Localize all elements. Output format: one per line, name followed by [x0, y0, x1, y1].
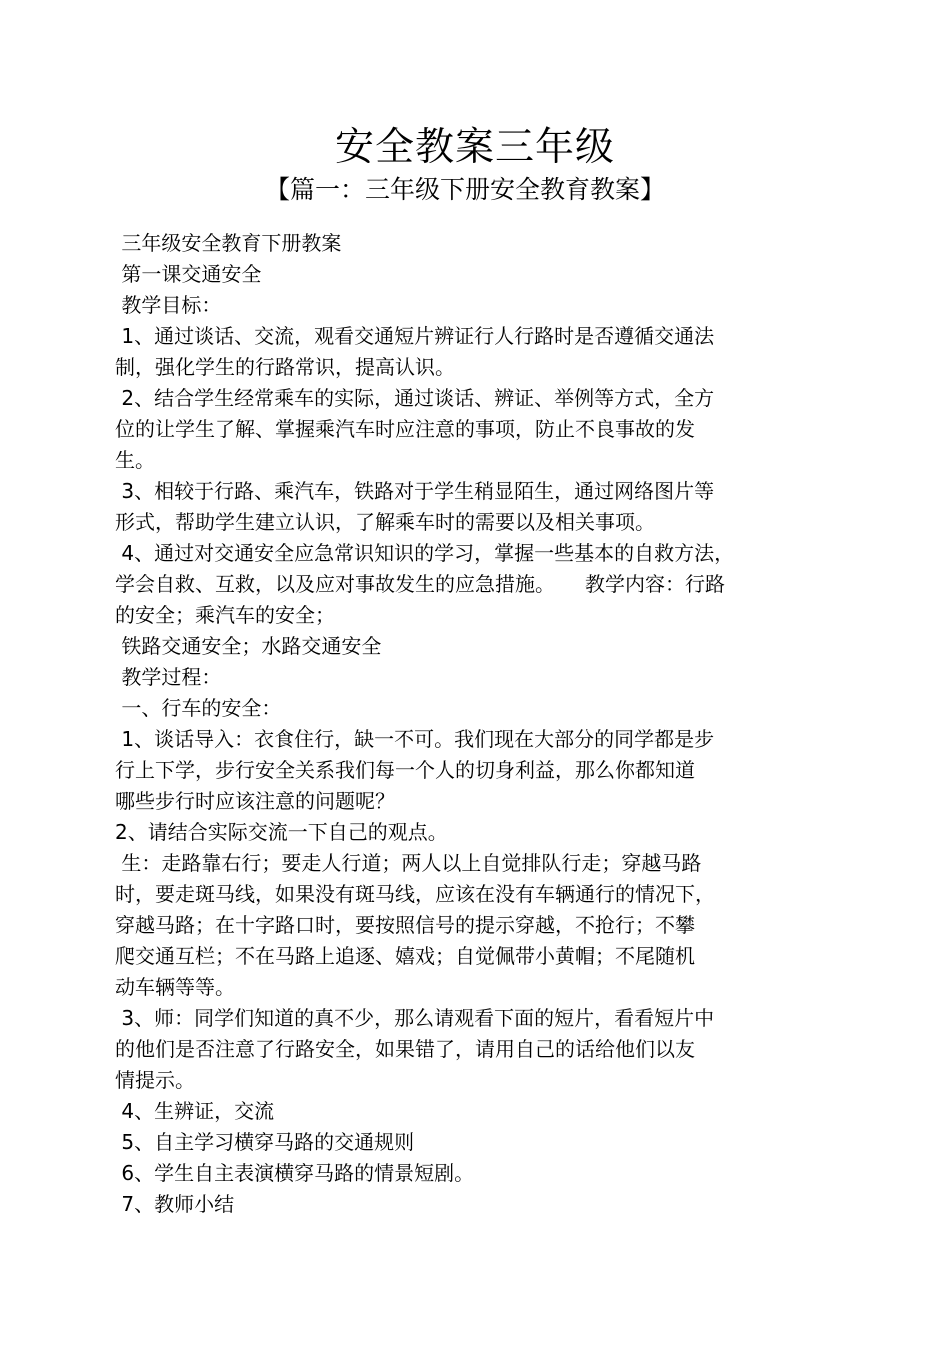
- body-line: 生：走路靠右行；要走人行道；两人以上自觉排队行走；穿越马路: [115, 851, 702, 875]
- body-line: 2、结合学生经常乘车的实际，通过谈话、辨证、举例等方式，全方: [115, 386, 715, 410]
- body-line: 第一课交通安全: [115, 262, 262, 286]
- body-line: 1、谈话导入：衣食住行，缺一不可。我们现在大部分的同学都是步: [115, 727, 715, 751]
- body-line: 位的让学生了解、掌握乘汽车时应注意的事项，防止不良事故的发: [115, 417, 695, 441]
- body-line: 情提示。: [115, 1068, 195, 1092]
- body-line: 2、请结合实际交流一下自己的观点。: [115, 820, 448, 844]
- body-line: 行上下学，步行安全关系我们每一个人的切身利益，那么你都知道: [115, 758, 695, 782]
- body-line: 一、行车的安全：: [115, 696, 282, 720]
- body-line: 哪些步行时应该注意的问题呢？: [115, 789, 395, 813]
- body-line: 4、生辨证，交流: [115, 1099, 275, 1123]
- body-line: 生。: [115, 448, 155, 472]
- body-line: 学会自救、互救，以及应对事故发生的应急措施。 教学内容：行路: [115, 572, 725, 596]
- body-line: 形式，帮助学生建立认识，了解乘车时的需要以及相关事项。: [115, 510, 655, 534]
- body-line: 3、相较于行路、乘汽车，铁路对于学生稍显陌生，通过网络图片等: [115, 479, 715, 503]
- body-line: 的安全；乘汽车的安全；: [115, 603, 335, 627]
- body-line: 7、教师小结: [115, 1192, 235, 1216]
- document-body: [115, 228, 815, 1220]
- body-line: 3、师：同学们知道的真不少，那么请观看下面的短片，看看短片中: [115, 1006, 715, 1030]
- body-line: 6、学生自主表演横穿马路的情景短剧。: [115, 1161, 475, 1185]
- body-line: 铁路交通安全；水路交通安全: [115, 634, 382, 658]
- body-line: 4、通过对交通安全应急常识知识的学习，掌握一些基本的自救方法，: [115, 541, 735, 565]
- body-line: 爬交通互栏；不在马路上追逐、嬉戏；自觉佩带小黄帽；不尾随机: [115, 944, 695, 968]
- document-subtitle: 【篇一：三年级下册安全教育教案】: [264, 175, 665, 204]
- body-line: 穿越马路；在十字路口时，要按照信号的提示穿越，不抢行；不攀: [115, 913, 695, 937]
- body-line: 教学目标：: [115, 293, 222, 317]
- document-title: 安全教案三年级: [334, 125, 615, 170]
- body-line: 的他们是否注意了行路安全，如果错了，请用自己的话给他们以友: [115, 1037, 695, 1061]
- body-line: 1、通过谈话、交流，观看交通短片辨证行人行路时是否遵循交通法: [115, 324, 715, 348]
- body-line: 时，要走斑马线，如果没有斑马线，应该在没有车辆通行的情况下，: [115, 882, 715, 906]
- body-line: 教学过程：: [115, 665, 222, 689]
- body-line: 三年级安全教育下册教案: [115, 231, 342, 255]
- body-line: 制，强化学生的行路常识，提高认识。: [115, 355, 455, 379]
- body-line: 动车辆等等。: [115, 975, 235, 999]
- body-line: 5、自主学习横穿马路的交通规则: [115, 1130, 415, 1154]
